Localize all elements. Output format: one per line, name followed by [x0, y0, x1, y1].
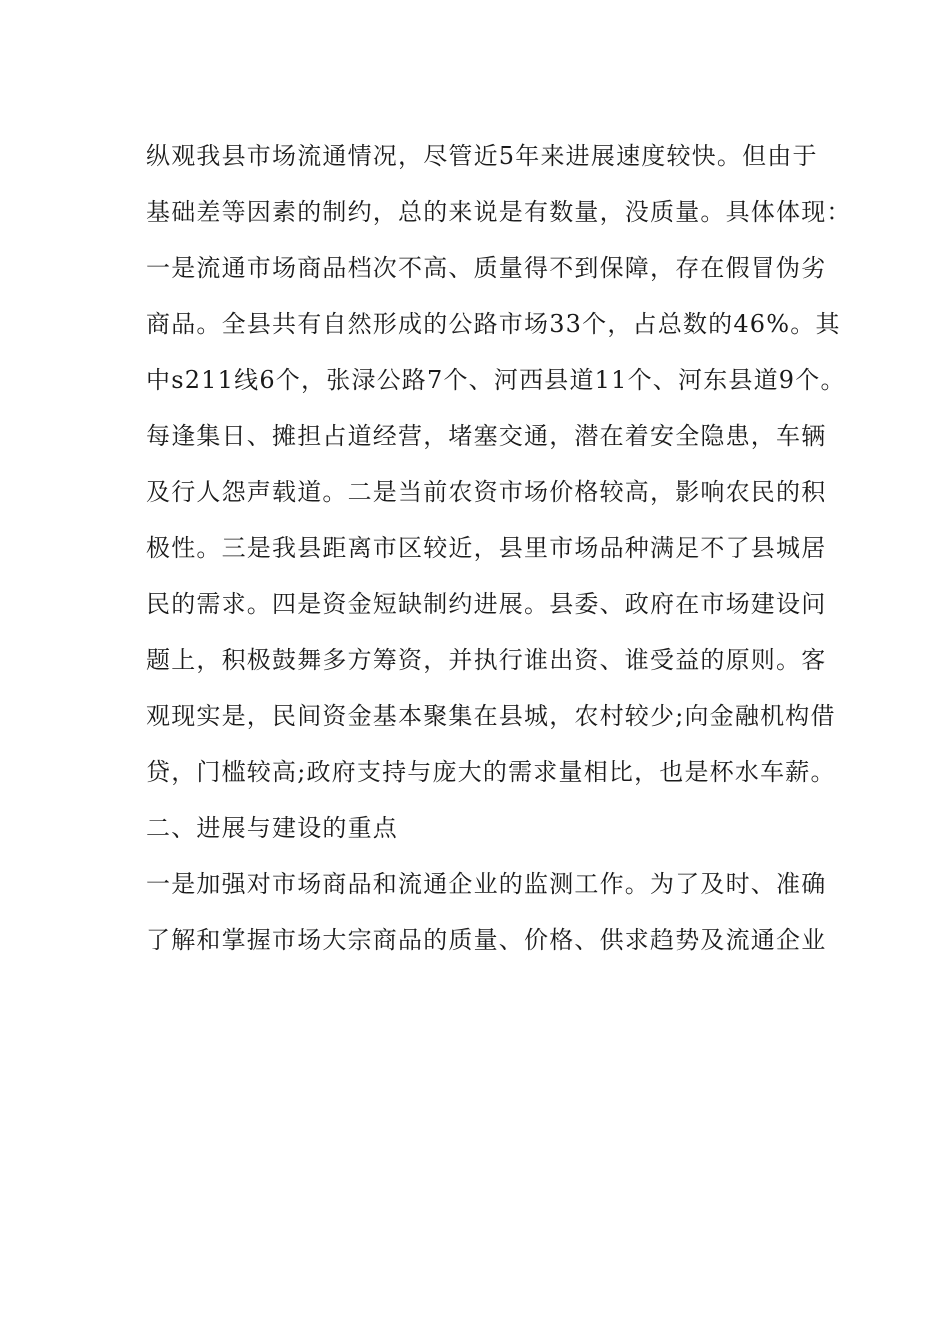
text-line-10: 题上，积极鼓舞多方筹资，并执行谁出资、谁受益的原则。客 — [146, 646, 827, 674]
text-line-1: 纵观我县市场流通情况，尽管近5年来进展速度较快。但由于 — [146, 142, 818, 170]
text-line-2: 基础差等因素的制约，总的来说是有数量，没质量。具体体现： — [146, 198, 852, 226]
body-text — [146, 128, 852, 968]
text-line-11: 观现实是，民间资金基本聚集在县城，农村较少;向金融机构借 — [146, 702, 836, 730]
text-line-5: 中s211线6个，张渌公路7个、河西县道11个、河东县道9个。 — [146, 366, 846, 394]
text-line-7: 及行人怨声载道。二是当前农资市场价格较高，影响农民的积 — [146, 478, 827, 506]
text-line-15: 了解和掌握市场大宗商品的质量、价格、供求趋势及流通企业 — [146, 926, 827, 954]
text-line-4: 商品。全县共有自然形成的公路市场33个，占总数的46%。其 — [146, 310, 841, 338]
text-line-12: 贷，门槛较高;政府支持与庞大的需求量相比，也是杯水车薪。 — [146, 758, 836, 786]
section-heading: 二、进展与建设的重点 — [146, 814, 398, 842]
text-line-14: 一是加强对市场商品和流通企业的监测工作。为了及时、准确 — [146, 870, 827, 898]
text-line-6: 每逢集日、摊担占道经营，堵塞交通，潜在着安全隐患，车辆 — [146, 422, 827, 450]
text-line-8: 极性。三是我县距离市区较近，县里市场品种满足不了县城居 — [146, 534, 827, 562]
text-line-9: 民的需求。四是资金短缺制约进展。县委、政府在市场建设问 — [146, 590, 827, 618]
text-line-3: 一是流通市场商品档次不高、质量得不到保障，存在假冒伪劣 — [146, 254, 827, 282]
